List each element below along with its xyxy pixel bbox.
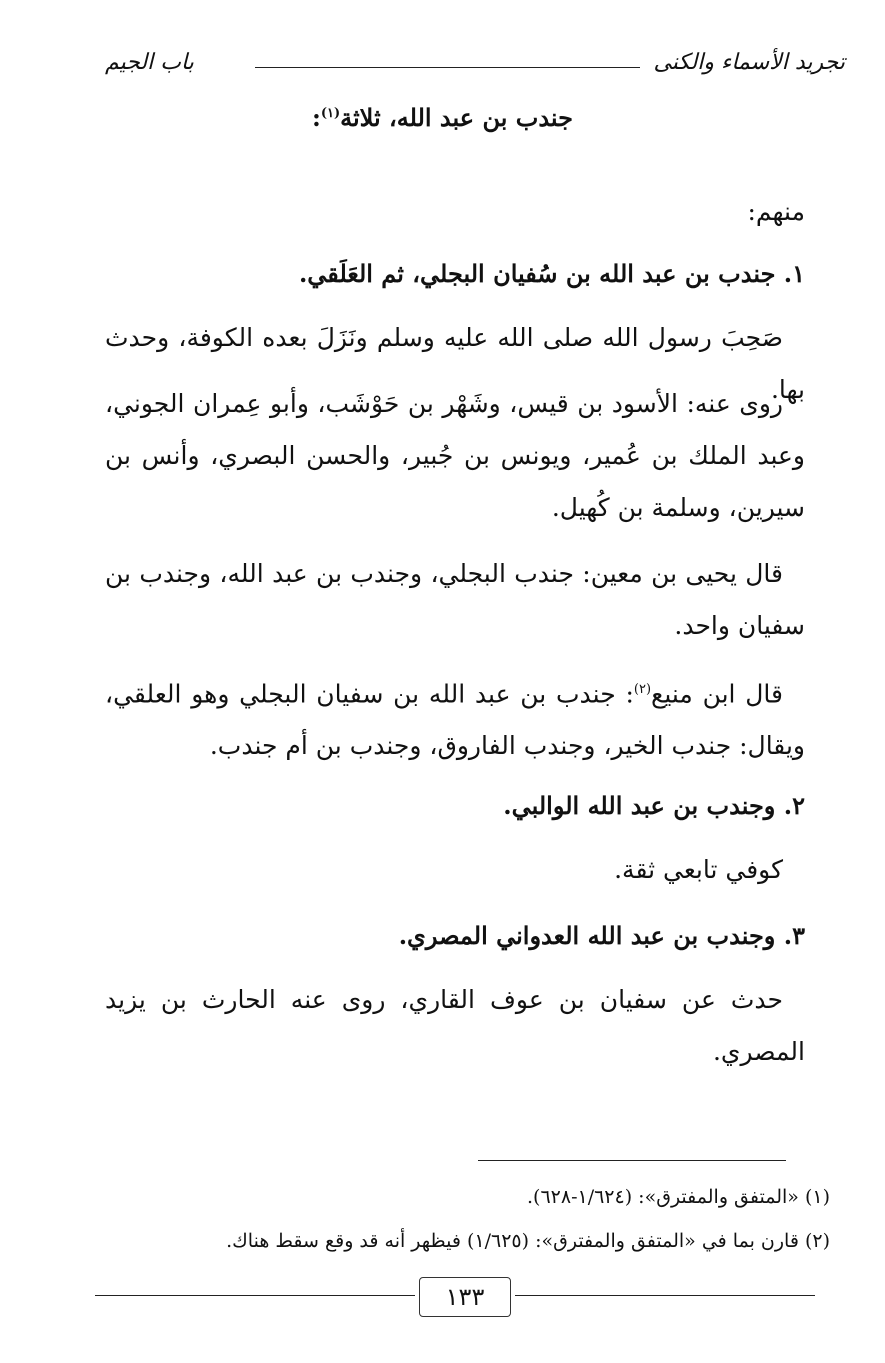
- entry-3-heading: ٣. وجندب بن عبد الله العدواني المصري.: [398, 921, 805, 950]
- running-head-rule: [255, 67, 640, 68]
- entry-1-ibn-mani: [105, 664, 805, 772]
- page-footer: [95, 1275, 815, 1321]
- book-title: تجريد الأسماء والكنى: [653, 50, 845, 75]
- running-head: [105, 50, 845, 86]
- footnote-2: (٢) قارن بما في «المتفق والمفترق»: (١/٦٢٥) فيظهر أنه قد وقع سقط هناك.: [226, 1230, 830, 1252]
- ibn-mani-text: قال ابن منيع: [651, 679, 783, 709]
- entry-1-ibn-mani-paragraph: [105, 664, 805, 772]
- entry-2-heading: ٢. وجندب بن عبد الله الوالبي.: [503, 791, 805, 820]
- entry-1-ibn-maeen: [105, 548, 805, 652]
- entry-2-body: [105, 844, 805, 896]
- entry-1-paragraph: صَحِبَ رسول الله صلى الله عليه وسلم ونَزَلَ بعده الكوفة، وحدث بها.: [105, 323, 805, 404]
- ibn-mani-text: : جندب بن عبد الله بن سفيان البجلي وهو العلقي، ويقال: جندب الخير، وجندب الفاروق، وجندب بن أم جندب.: [105, 679, 805, 761]
- entry-2-paragraph: كوفي تابعي ثقة.: [614, 855, 783, 884]
- entry-3: [105, 910, 805, 962]
- page-number: ١٣٣: [419, 1277, 511, 1317]
- footnote-ref-2: (٢): [633, 682, 652, 697]
- footnote-ref-1: (١): [320, 106, 341, 121]
- entry-title-text: جندب بن عبد الله، ثلاثة: [340, 103, 574, 132]
- chapter-title: باب الجيم: [105, 50, 194, 75]
- entry-1-heading: ١. جندب بن عبد الله بن سُفيان البجلي، ثم العَلَقي.: [298, 259, 805, 288]
- entry-title: [0, 103, 885, 132]
- entry-3-paragraph: حدث عن سفيان بن عوف القاري، روى عنه الحارث بن يزيد المصري.: [105, 985, 805, 1066]
- footnote-separator: [478, 1160, 786, 1161]
- entry-1: [105, 248, 805, 300]
- footnote-1: (١) «المتفق والمفترق»: (١/٦٢٤-٦٢٨).: [526, 1186, 830, 1208]
- entry-1-narrators: [105, 378, 805, 534]
- intro-text: منهم:: [747, 197, 805, 226]
- entry-title-colon: :: [311, 103, 321, 132]
- entry-1-paragraph: قال يحيى بن معين: جندب البجلي، وجندب بن عبد الله، وجندب بن سفيان واحد.: [105, 559, 805, 640]
- footer-rule-left: [95, 1295, 415, 1296]
- entry-1-paragraph: روى عنه: الأسود بن قيس، وشَهْر بن حَوْشَب، وأبو عِمران الجوني، وعبد الملك بن عُمير، ويونس بن جُبير، والحسن البصري، وأنس بن سيرين، وسلمة بن كُهيل.: [105, 389, 805, 522]
- intro-block: [105, 186, 805, 238]
- footnotes: [120, 1175, 830, 1263]
- footer-rule-right: [515, 1295, 815, 1296]
- entry-3-body: [105, 974, 805, 1078]
- entry-2: [105, 780, 805, 832]
